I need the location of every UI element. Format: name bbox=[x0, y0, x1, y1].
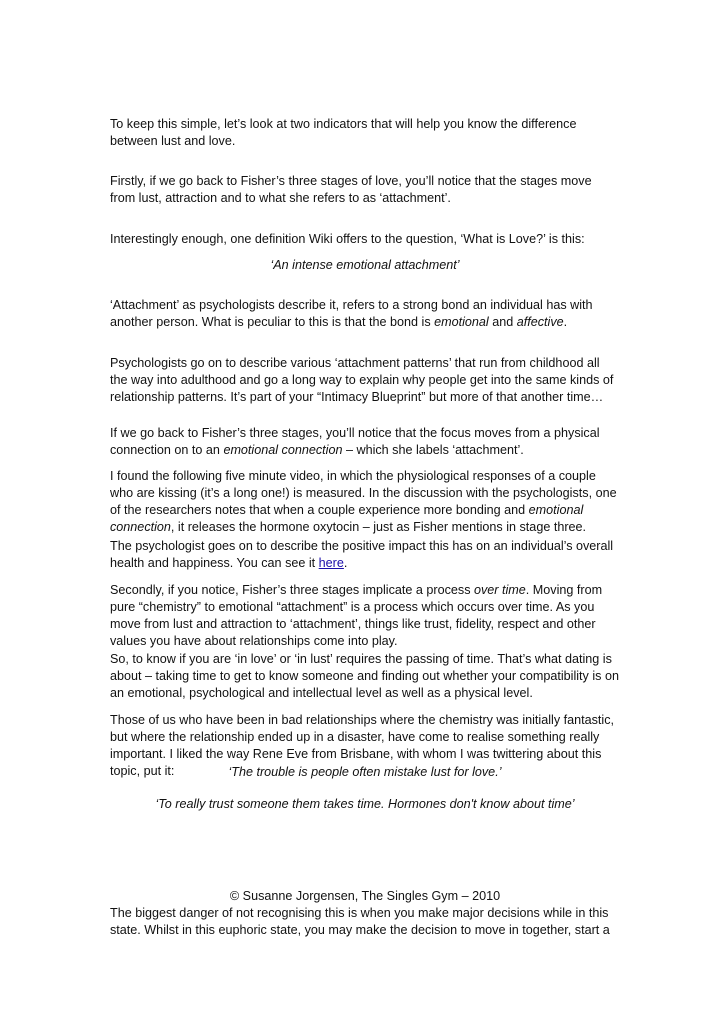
emphasis-emotional: emotional bbox=[434, 315, 489, 329]
paragraph-fisher-stages: Firstly, if we go back to Fisher’s three stages of love, you’ll notice that the stages move from lust, attraction and to what she refers to as ‘attachment’. bbox=[110, 174, 592, 205]
paragraph-emotional-connection bbox=[110, 425, 620, 459]
footer-copyright: © Susanne Jorgensen, The Singles Gym – 2010 bbox=[229, 889, 501, 903]
text-run: . bbox=[343, 556, 348, 570]
quote-definition: ‘An intense emotional attachment’ bbox=[270, 258, 460, 272]
paragraph-wiki-definition: Interestingly enough, one definition Wiki offers to the question, ‘What is Love?’ is this: bbox=[110, 232, 585, 246]
paragraph-in-love-or-lust: So, to know if you are ‘in love’ or ‘in lust’ requires the passing of time. That’s what dating is about – taking time to get to know someone and finding out whether your compatibility is on an emotional, psychological and intellectual level as well as a physical level. bbox=[110, 652, 619, 700]
here-link[interactable]: here bbox=[318, 556, 344, 570]
text-run: If we go back to Fisher’s three stages, you’ll notice that the focus moves from a physical connection on to an bbox=[110, 426, 600, 457]
text-run: . Moving from pure “chemistry” to emotional “attachment” is a process which occurs over time. As you move from lust and attraction to ‘attachment’, things like trust, fidelity, respect and other values you have about relationships come into play. bbox=[110, 583, 603, 648]
paragraph-attachment bbox=[110, 297, 620, 331]
emphasis-affective: affective bbox=[516, 315, 564, 329]
emphasis-emotional-connection: emotional connection bbox=[223, 443, 343, 457]
text-run: and bbox=[488, 315, 517, 329]
text-run: – which she labels ‘attachment’. bbox=[342, 443, 524, 457]
quote-trust-time: ‘To really trust someone them takes time. Hormones don't know about time’ bbox=[155, 797, 575, 811]
text-run: I found the following five minute video, in which the physiological responses of a couple who are kissing (it’s a long one!) is measured. In the discussion with the psychologists, one of the researchers notes that when a couple experience more bonding and bbox=[110, 469, 617, 517]
text-run: , it releases the hormone oxytocin – just as Fisher mentions in stage three. bbox=[170, 520, 587, 534]
paragraph-biggest-danger: The biggest danger of not recognising this is when you make major decisions while in this state. Whilst in this euphoric state, you may make the decision to move in together, start a bbox=[110, 906, 610, 937]
paragraph-psychologist bbox=[110, 538, 620, 572]
paragraph-video bbox=[110, 468, 620, 536]
paragraph-bad-relationships: Those of us who have been in bad relationships where the chemistry was initially fantastic, but where the relationship ended up in a disaster, have come to realise something really important. I liked the way Rene Eve from Brisbane, with whom I was twittering about this topic, put it: bbox=[110, 713, 615, 778]
paragraph-over-time bbox=[110, 582, 620, 650]
emphasis-over-time: over time bbox=[474, 583, 526, 597]
quote-lust-for-love: ‘The trouble is people often mistake lust for love.’ bbox=[228, 765, 502, 779]
text-run: ‘Attachment’ as psychologists describe it, refers to a strong bond an individual has with another person. What is peculiar to this is that the bond is bbox=[110, 298, 593, 329]
paragraph-intro: To keep this simple, let’s look at two indicators that will help you know the difference between lust and love. bbox=[110, 117, 577, 148]
emphasis-emotional-connection: emotional connection bbox=[110, 503, 584, 534]
text-run: Secondly, if you notice, Fisher’s three stages implicate a process bbox=[110, 583, 474, 597]
text-run: The psychologist goes on to describe the positive impact this has on an individual’s overall health and happiness. You can see it bbox=[110, 539, 614, 570]
text-run: . bbox=[563, 315, 568, 329]
paragraph-attachment-patterns: Psychologists go on to describe various ‘attachment patterns’ that run from childhood all the way into adulthood and go a long way to explain why people get into the same kinds of relationship patterns. It’s part of your “Intimacy Blueprint” but more of that another time… bbox=[110, 356, 614, 404]
